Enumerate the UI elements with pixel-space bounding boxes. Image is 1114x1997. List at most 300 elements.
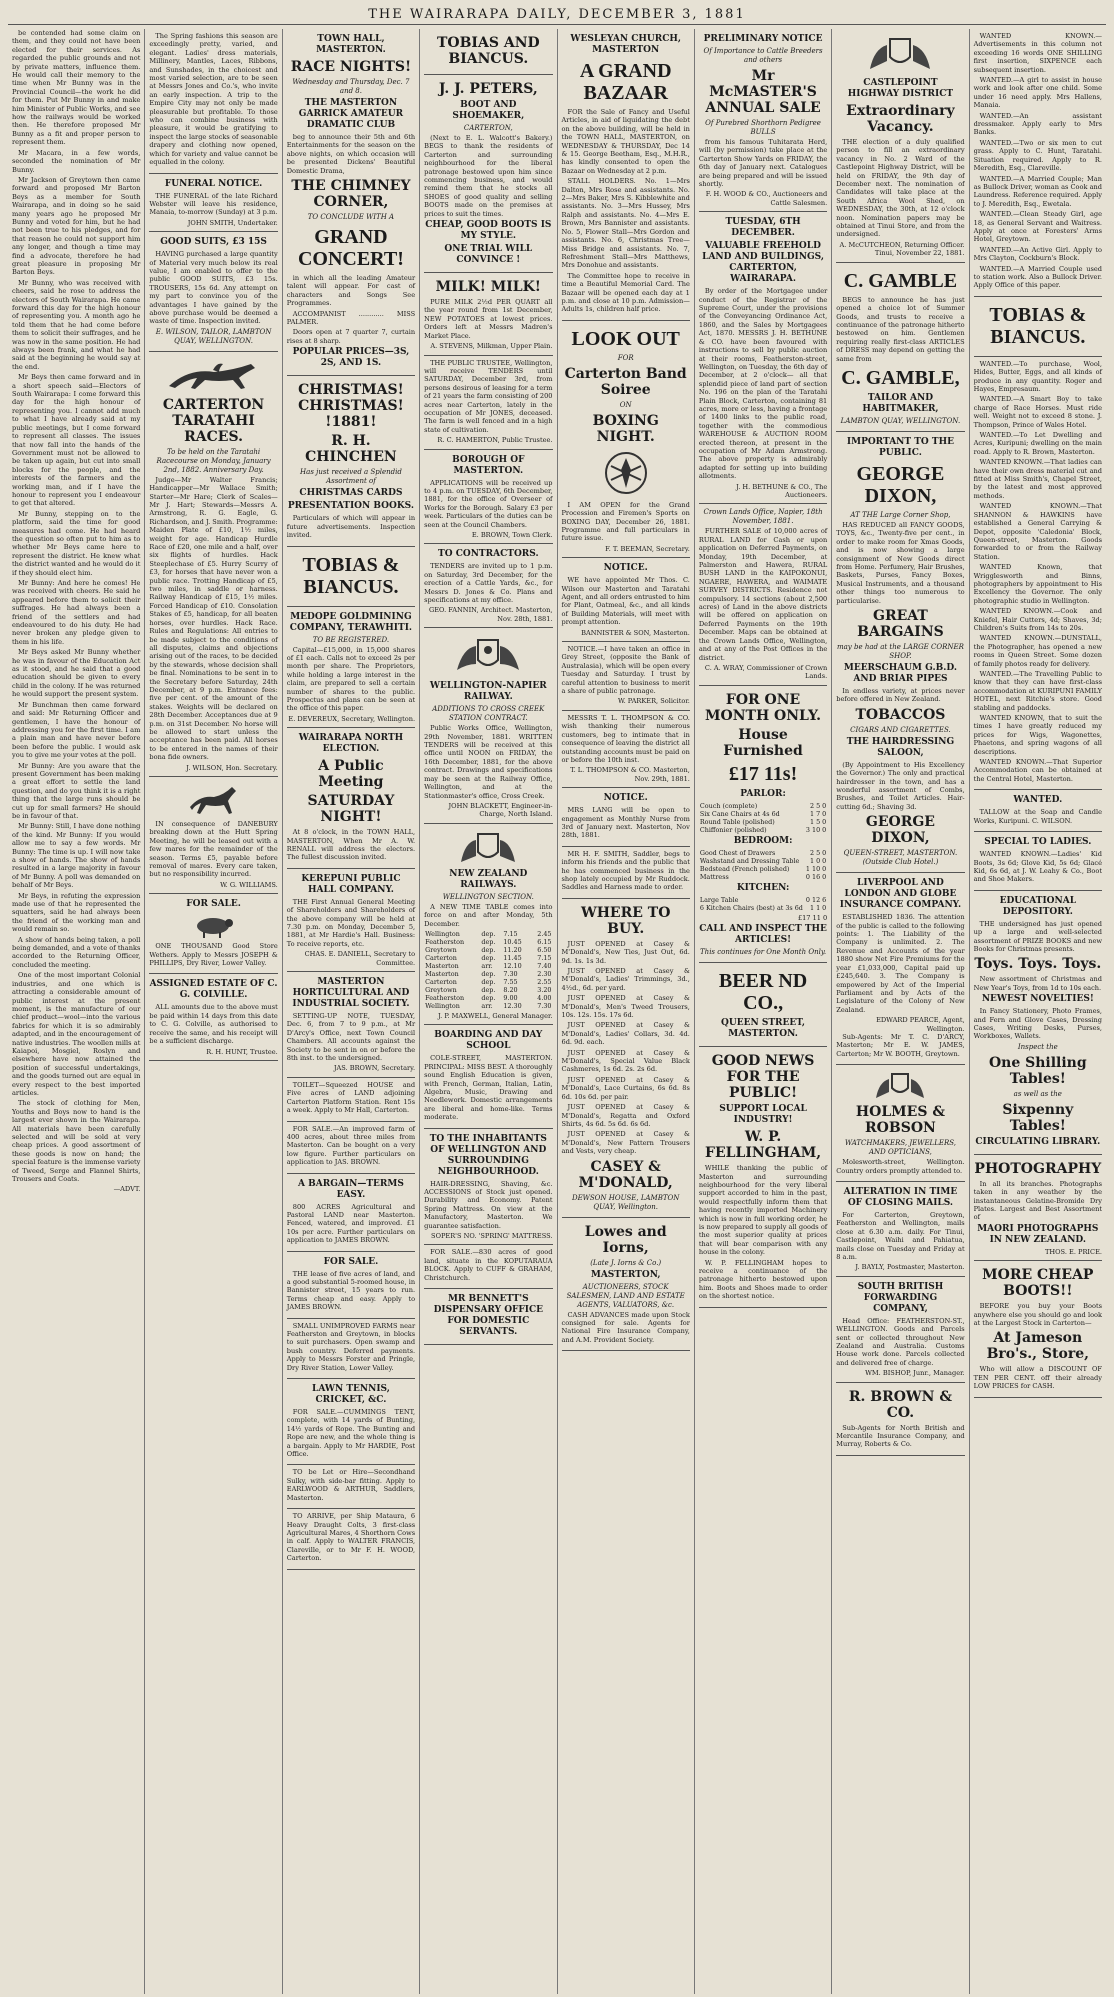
- rail-sub: ADDITIONS TO CROSS CREEK STATION CONTRACT.: [432, 705, 545, 723]
- timetable-cell: dep.: [481, 969, 496, 978]
- bazaar-title: A GRAND BAZAAR: [579, 60, 672, 104]
- timetable-cell: 7.30: [503, 969, 518, 978]
- timetable-cell: 3.20: [537, 985, 552, 994]
- contractors-ad: [424, 544, 552, 628]
- maori-title: MAORI PHOTOGRAPHS IN NEW ZEALAND.: [977, 1223, 1099, 1245]
- dispensary-title: MR BENNETT'S DISPENSARY OFFICE FOR DOMESTIC SERVANTS.: [433, 1294, 544, 1338]
- price-cell: 3 10 0: [805, 825, 827, 834]
- fellingham-ad: [699, 1047, 827, 1308]
- gamble-text: BEGS to announce he has just opened a choice lot of Summer Goods, and trusts to receive a continuance of the patronage hitherto bestowed on him. Gentlemen requiring really first-class ARTICLES of DRESS may depend on getting the same from: [836, 295, 965, 363]
- toilet-ad: [287, 1078, 415, 1122]
- concert-text: in which all the leading Amateur talent will appear. For cast of characters and Songs See Programmes.: [286, 274, 416, 308]
- forsale-text: FOR SALE.—An improved farm of 400 acres, about three miles from Masterton. Can be bought on a very low figure. Further particulars on application to JAS. BROWN.: [286, 1124, 416, 1167]
- mcmaster-title: Mr McMASTER'S ANNUAL SALE: [705, 68, 821, 116]
- christmas-cards: CHRISTMAS CARDS: [299, 488, 403, 499]
- coat-of-arms-icon: [860, 35, 940, 75]
- casey-item: JUST OPENED at Casey & M'Donald's, Regatta and Oxford Shirts, 4s 6d. 5s 6d. 6s 6d.: [561, 1103, 690, 1128]
- timetable-note: A NEW TIME TABLE comes into force on and after Monday, 5th December.: [424, 902, 553, 928]
- timetable-cell: 7.40: [537, 961, 552, 970]
- price-sig: THOS. E. PRICE.: [1045, 1247, 1102, 1256]
- boots-ad: [974, 1261, 1102, 1397]
- sheep-icon: [189, 913, 239, 939]
- column-6: [695, 29, 832, 1994]
- bargain-text: 800 ACRES Agricultural and Pastoral LAND near Masterton. Fenced, watered, and improved. £1 10s per acre. Further particulars on application to JAMES BROWN.: [286, 1202, 416, 1245]
- prices: POPULAR PRICES—3S, 2S, AND 1S.: [292, 347, 410, 369]
- article-paragraph: One of the most important Colonial industries, and one which is attracting a considerable amount of public interest at the present moment, is the manufacture of our chief product—wool—into the various fabrics for which it is so admirably adapted, and in the encouragement of native industries. The woollen mills at Kaiapoi, Mosgiel, Roslyn and elsewhere have now attained the position of successful undertakings, and the goods turned out are equal in every respect to the best imported articles.: [12, 971, 141, 1097]
- mail-text: For Carterton, Greytown, Featherston and Wellington, mails close at 6.30 a.m. daily. For Tinui, Castlepoint, Waihi and Pahiatua, mails close on Tuesday and Friday at 8 a.m.: [836, 1210, 965, 1261]
- fellingham-sig: W. P. FELLINGHAM hopes to receive a continuance of the patronage hitherto bestowed upon him. Boots and Shoes made to order on the shortest notice.: [698, 1258, 828, 1301]
- timetable-cell: dep.: [481, 929, 496, 938]
- suits-text: HAVING purchased a large quantity of Material very much below its real value, I am enabled to offer to the public GOOD SUITS, £3 15s. TROUSERS, 15s 6d. Any attempt on my part to convince you of the advantages I have gained by the above purchase would be deemed a waste of time. Inspection invited.: [149, 250, 278, 326]
- masthead: THE WAIRARAPA DAILY, DECEMBER 3, 1881: [8, 6, 1106, 25]
- one-month: FOR ONE MONTH ONLY.: [705, 691, 822, 724]
- library: CIRCULATING LIBRARY.: [975, 1136, 1101, 1147]
- gamble-trade: TAILOR AND HABITMAKER,: [862, 392, 939, 414]
- casey-addr: DEWSON HOUSE, LAMBTON QUAY, Wellington.: [571, 1193, 680, 1211]
- rail-text: Public Works Office, Wellington, 29th November, 1881. WRITTEN TENDERS will be received at this office until NOON on FRIDAY, the 16th December, 1881, for the above contract. Drawings and specifications may be seen at the Railway Office, Wellington, and at the Stationmaster's office, Cross Creek.: [424, 724, 553, 800]
- timetable-cell: dep.: [481, 993, 496, 1002]
- dispensary-ad: [424, 1289, 552, 1345]
- insurance-ad: [836, 873, 964, 1065]
- bedroom-title: BEDROOM:: [733, 835, 793, 846]
- doors: Doors open at 7 quarter 7, curtain rises at 8 sharp.: [286, 328, 416, 345]
- tobias-banner-3: TOBIAS & BIANCUS.: [989, 303, 1087, 348]
- casey-item: JUST OPENED at Casey & M'Donald's, Special Value Black Cashmeres, 1s 6d. 2s. 2s 6d.: [561, 1048, 690, 1074]
- wanted-title: WANTED.: [1013, 795, 1063, 806]
- forward-title: SOUTH BRITISH FORWARDING COMPANY,: [857, 1281, 944, 1314]
- contractors-text: TENDERS are invited up to 1 p.m. on Saturday, 3rd December, for the erection of a Cattle Yards, &c., for Messrs D. Jones & Co. Plans and specifications at my office.: [424, 562, 553, 605]
- public-meeting: A Public Meeting: [318, 758, 384, 791]
- hair-text: (By Appointment to His Excellency the Governor.) The only and practical hairdresser in the town, and has a wonderful assortment of Combs, Brushes, and Toilet Articles. Hair-cutting 6d.; Shaving 3d.: [836, 760, 965, 811]
- forward-sig: WM. BISHOP, Junr., Manager.: [865, 1369, 965, 1378]
- dixon-sub: AT THE Large Corner Shop,: [850, 510, 951, 519]
- vacancy-text: THE election of a duly qualified person to fill an extraordinary vacancy in No. 2 Ward of the Castlepoint Highway District, will be held on FRIDAY, the 9th day of December next. The nomination of Candidates will take place at the South Africa Wool Shed, on WEDNESDAY, the 30th, at 12 o'clock noon. Nomination papers may be obtained at Tinui Store, and from the undersigned.: [836, 138, 965, 239]
- inspect: Inspect the: [1017, 1042, 1058, 1051]
- column-2: [145, 29, 282, 1994]
- timetable-cell: arr.: [481, 961, 493, 970]
- casey-item: JUST OPENED at Casey & M'Donald's, Ladies' Collars, 3d. 4d. 6d. 9d. each.: [561, 1021, 690, 1047]
- total-price: £17 11 0: [797, 913, 828, 922]
- gold-sig: E. DEVEREUX, Secretary, Wellington.: [288, 714, 416, 723]
- timetable-row: [424, 930, 552, 938]
- peters-loc: CARTERTON,: [463, 124, 513, 132]
- as-well: as well as the: [1013, 1089, 1062, 1098]
- timetable-cell: dep.: [481, 977, 496, 986]
- toys-title: Toys. Toys. Toys.: [974, 956, 1102, 973]
- borough-sig: E. BROWN, Town Clerk.: [471, 531, 553, 539]
- races-sub: To be held on the Taratahi Racecourse on Monday, January 2nd, 1882. Anniversary Day.: [156, 447, 271, 474]
- insurance-sig: EDWARD PEARCE, Agent, Wellington.: [876, 1016, 965, 1033]
- nz-rail-title: NEW ZEALAND RAILWAYS.: [449, 868, 528, 890]
- notice5-text: MR H. F. SMITH, Saddler, begs to inform his friends and the public that he has commenced business in the shop lately occupied by Mr Ruddock. Saddles and Harness made to order.: [561, 849, 690, 892]
- lowes-ad: [562, 1218, 690, 1352]
- wanted-item: WANTED KNOWN, that to suit the times I have greatly reduced my prices for Wigs, Wagonettes, Phaetons, and spring wagons of all descriptions.: [973, 714, 1102, 756]
- timetable-row: [424, 962, 552, 970]
- article-paragraph: Mr Bunny, stepping on to the platform, said the time for good measures had come. He had heard the question so often put to him as to whether Mr Beys came here to represent the district. He knew what the district wanted and he would do it if they should elect him.: [12, 509, 141, 577]
- bargain-title: A BARGAIN—TERMS EASY.: [298, 1178, 404, 1200]
- timetable-row: [424, 938, 552, 946]
- toilet-text: TOILET—Squeezed HOUSE and Five acres of LAND adjoining Carterton Platform Station. Rent 15s a week. Apply to Mr Hall, Carterton.: [286, 1080, 416, 1115]
- price-cell: Washstand and Dressing Table: [699, 856, 800, 865]
- estate-notice: [149, 974, 277, 1060]
- wanted-item: WANTED Known, that Wrigglesworth and Binns, photographers by appointment to His Excellency the Governor. The only photographic studio in Wellington.: [973, 563, 1102, 605]
- timetable-row: [424, 970, 552, 978]
- accompanist: ACCOMPANIST ............ MISS PALMER.: [286, 309, 416, 327]
- wanted-item: WANTED.—A Smart Boy to take charge of Race Horses. Must ride well. Weight not to exceed 8 stone. J. Thompson, Prince of Wales Hotel.: [973, 395, 1102, 429]
- election-ad: [287, 728, 415, 869]
- price-row: [699, 849, 827, 857]
- column-1: [8, 29, 145, 1994]
- vacancy-title: Extraordinary Vacancy.: [846, 103, 955, 135]
- wanted-item: WANTED.—Two or six men to cut grass. Apply to C. Hunt, Taratahi. Situation required. Apply to R. Meredith, Esq., Clareville.: [973, 138, 1102, 173]
- boots-text: BEFORE you buy your Boots anywhere else you should go and look at the Largest Stock in Carterton—: [973, 1302, 1102, 1328]
- notice3: [562, 711, 690, 788]
- crown-title: Crown Lands Office, Napier, 18th November, 1881.: [703, 508, 823, 526]
- timetable-cell: Featherston: [425, 993, 465, 1002]
- timetable-cell: 6.50: [537, 945, 552, 954]
- notice4-text: MRS LANG will be open to engagement as Monthly Nurse from 3rd of January next. Masterton, Nov 28th, 1881.: [561, 806, 690, 840]
- article-paragraph: Mr Bunny: Still, I have done nothing of the kind. Mr Bunny: If you would allow me to say a few words. Mr Bunny: The time is up. I will now take a show of hands. The show of hands resulted in a large majority in favour of Mr Bunny. A poll was demanded on behalf of Mr Beys.: [12, 822, 141, 890]
- timetable-cell: Masterton: [425, 969, 459, 978]
- coat-of-arms-icon: [443, 634, 533, 678]
- timetable-cell: 7.55: [503, 977, 518, 986]
- casey-item: JUST OPENED at Casey & M'Donald's, Ladies' Trimmings, 3d., 4½d., 6d. per yard.: [561, 967, 690, 992]
- race-nights: RACE NIGHTS!: [290, 59, 412, 75]
- boxing-night: BOXING NIGHT.: [592, 412, 659, 445]
- school-title: BOARDING AND DAY SCHOOL: [434, 1030, 543, 1052]
- price-cell: Chiffonier (polished): [699, 825, 767, 834]
- jeweller-ad: [836, 1065, 964, 1182]
- hort-text: SETTING-UP NOTE, TUESDAY, Dec. 6, from 7 to 9 p.m., at Mr D'Arcy's Office, next Town Council Chambers. All accounts against the Society to be sent in on or before the 8th inst. to the undersigned.: [286, 1012, 416, 1063]
- peters-cheap: CHEAP, GOOD BOOTS IS MY STYLE.: [425, 220, 552, 242]
- parlour-table: [699, 802, 827, 834]
- mattress-ad: [424, 1129, 552, 1246]
- look-out: LOOK OUT: [571, 327, 680, 350]
- tobaccos: TOBACCOS: [855, 706, 946, 723]
- price-row: [699, 865, 827, 873]
- dixon-name-2: GEORGE DIXON,: [865, 814, 935, 847]
- tobias-banner: TOBIAS & BIANCUS.: [302, 553, 400, 598]
- mcmaster-ad: [699, 29, 827, 212]
- council-title: CASTLEPOINT HIGHWAY DISTRICT: [847, 78, 954, 99]
- timetable-cell: 11.45: [503, 953, 522, 962]
- notice-text: WE have appointed Mr Thos. C. Wilson our Masterton and Taratahi Agent, and all orders entrusted to him for Plant, Oatmeal, &c., and all kinds of Building Materials, will meet with prompt attention.: [561, 576, 690, 627]
- casey-item: JUST OPENED at Casey & M'Donald's, New Pattern Trousers and Vests, very cheap.: [561, 1130, 690, 1156]
- price-cell: Good Chest of Drawers: [699, 848, 776, 857]
- brown-text: Sub-Agents for North British and Mercantile Insurance Company, and Murray, Roberts & Co.: [836, 1423, 965, 1449]
- crown-lands-ad: [699, 504, 827, 685]
- timetable-cell: Greytown: [425, 985, 457, 994]
- column-3: [283, 29, 420, 1994]
- lowes-loc: MASTERTON,: [590, 1269, 661, 1280]
- tobias-ad-2: [424, 29, 552, 75]
- sale2-title: FOR SALE.: [323, 1256, 379, 1267]
- casey-name: CASEY & M'DONALD,: [578, 1158, 673, 1191]
- timetable-cell: Carterton: [425, 953, 457, 962]
- christmas-ad: [287, 376, 415, 546]
- lowes-sub: (Late J. Iorns & Co.): [590, 1258, 662, 1267]
- grand-concert: GRAND CONCERT!: [297, 226, 404, 271]
- tuesday: TUESDAY, 6TH DECEMBER.: [725, 217, 801, 239]
- timetable-cell: 6.15: [537, 937, 552, 946]
- crown-sig: C. A. WRAY, Commissioner of Crown Lands.: [704, 663, 828, 681]
- wanted-item: WANTED KNOWN.—That ladies can have their own dress material cut and fitted at Miss Smith's, Chapel Street, by the latest and most approved methods.: [973, 458, 1102, 500]
- sixpenny-tables: Sixpenny Tables!: [1002, 1101, 1074, 1134]
- mail-ad: [836, 1182, 964, 1277]
- church-title: WESLEYAN CHURCH, MASTERTON: [570, 34, 682, 55]
- notice3-sig: T. L. THOMPSON & CO. Masterton, Nov. 29th, 1881.: [570, 766, 690, 783]
- peters-trade: BOOT AND SHOEMAKER,: [452, 100, 525, 121]
- prelim-sub: Of Importance to Cattle Breeders and others: [703, 47, 823, 64]
- price-row: [699, 802, 827, 810]
- article-paragraph: Mr Beys then came forward and in a short speech said—Electors of South Wairarapa: I come forward this day for the high honour of representing you. I cannot add much to what I have already said at my public meetings, but I come forward to represent all classes. The issues that now fall into the hands of the Government must not be allowed to be taken up again, but cut into small blocks for the people, and the interests of the farmers and the working man, and if I have the honour to represent you I endeavour to get that altered.: [12, 373, 141, 508]
- timetable-row: [424, 954, 552, 962]
- brown-ad: [836, 1383, 964, 1456]
- article-paragraph: Mr Bunny, who was received with cheers, said he rose to address the electors of South Wairarapa. He came forward this day for the high honour of representing you. A month ago he told them that he had come before them to solicit their suffrages, and he was now in the same position. He had always been frank, and what he had said at the beginning he would say at the end.: [12, 278, 141, 371]
- horse-ad: [149, 777, 277, 894]
- boxing-sig: F. T. BEEMAN, Secretary.: [605, 544, 690, 553]
- timetable-cell: 2.45: [537, 929, 552, 938]
- mail-sig: J. BAYLY, Postmaster, Masterton.: [855, 1263, 965, 1272]
- notice3-text: MESSRS T. L. THOMPSON & CO. wish thanking their numerous customers, beg to intimate that in consequence of leaving the district all outstanding accounts must be paid on or before the 10th inst.: [561, 713, 690, 764]
- educational-title: EDUCATIONAL DEPOSITORY.: [999, 895, 1077, 917]
- beer-title: BEER ND CO.,: [718, 970, 808, 1015]
- wanted-intro: WANTED KNOWN.—Advertisements in this column not exceeding 16 words ONE SHILLING first insertion, SIXPENCE each subsequent insertion.: [973, 32, 1102, 74]
- kerepuni-sig: CHAS. E. DANIELL, Secretary to Committee.: [304, 950, 416, 967]
- horse-icon: [184, 783, 244, 817]
- article-paragraph: be contended had some claim on them, and they could not have been elected for their services. As regarded the public grounds and not by private matters, influence them. He would call their memory to the time when Mr Bunny was in the Provincial Council—the work he did for them. Put Mr Bunny in and make him Minister of Public Works, and see how the railways would be worked then. He therefore proposed Mr Bunny as a fit and proper person to represent them.: [12, 29, 141, 147]
- fellingham-text: WHILE thanking the public of Masterton and surrounding neighbourhood for the very liberal support accorded to him in the past, would respectfully inform them that having recently imported Machinery which is now in full working order, he is now prepared to supply all goods of the most superior quality at prices that will bear comparison with any house in the colony.: [698, 1164, 828, 1257]
- support-local: SUPPORT LOCAL INDUSTRY!: [719, 1104, 807, 1126]
- price-cell: 1 0 0: [809, 856, 827, 865]
- casey-item: JUST OPENED at Casey & M'Donald's, Lace Curtains, 6s 6d. 8s 6d. 10s 6d. per pair.: [561, 1075, 690, 1101]
- notice-sig: BANNISTER & SON, Masterton.: [581, 628, 690, 637]
- call-inspect: CALL AND INSPECT THE ARTICLES!: [699, 924, 827, 946]
- meeting-text: At 8 o'clock, in the TOWN HALL, MASTERTON, When Mr A. W. RENALL will address the electors. The fullest discussion invited.: [286, 828, 416, 862]
- timetable-cell: 11.20: [503, 945, 522, 954]
- special-text: WANTED KNOWN.—Ladies' Kid Boots, 3s 6d; Glove Kid, 5s 6d; Glacé Kid, 6s 6d, at J. W. Leahy & Co., Boot and Shoe Makers.: [973, 850, 1102, 884]
- boxing-text: I AM OPEN for the Grand Procession and Firemen's Sports on BOXING DAY, December 26, 1881. Programme and full particulars in future issue.: [561, 500, 690, 543]
- jeweller-sub: WATCHMAKERS, JEWELLERS, AND OPTICIANS,: [844, 1139, 957, 1157]
- bedroom-table: [699, 849, 827, 881]
- funeral-title: FUNERAL NOTICE.: [164, 178, 263, 189]
- sale4-text: FOR SALE.—CUMMINGS TENT, complete, with 14 yards of Bunting, 14½ yards of Rope. The Bunting and Rope are new, and the whole thing is a bargain. Apply to Mr HARDIE, Post Office.: [286, 1408, 416, 1459]
- public-trust-sig: R. C. HAMERTON, Public Trustee.: [437, 436, 553, 445]
- timetable-cell: 4.00: [537, 993, 552, 1002]
- section-title: WELLINGTON SECTION.: [442, 892, 534, 901]
- horse-text: IN consequence of DANEBURY breaking down at the Hutt Spring Meeting, he will be leased out with a few mares for the remainder of the season. Terms £5, payable before removal of mares. Every care taken, but no responsibility incurred.: [149, 820, 278, 879]
- timetable-cell: 8.20: [503, 985, 518, 994]
- bazaar-ad: [562, 29, 690, 321]
- timetable-row: [424, 986, 552, 994]
- wanted-item: WANTED KNOWN.—DUNSTALL, the Photographer, has opened a new rooms in Queen Street. Some dozen of family photos ready for delivery.: [973, 634, 1102, 668]
- borough-ad: [424, 450, 552, 545]
- tallow-text: TALLOW at the Soap and Candle Works, Kuripuni. C. WILSON.: [973, 808, 1102, 825]
- notice2: [562, 642, 690, 711]
- vacancy-sig: A. McCUTCHEON, Returning Officer. Tinui, November 22, 1881.: [839, 240, 965, 258]
- special-ad: [974, 832, 1102, 891]
- forsale-ad: [287, 1122, 415, 1174]
- wanted-item: WANTED.—Clean Steady Girl, age 18, as General Servant and Waitress. Apply at once at Foresters' Arms Hotel, Greytown.: [973, 210, 1102, 244]
- bargain-ad: [287, 1174, 415, 1252]
- valuable-text: By order of the Mortgagee under conduct of the Registrar of the Supreme Court, under the provisions of the Conveyancing Ordinance Act, 1860, and the Sales by Mortgagees Act, 1870. MESSRS J. H. BETHUNE & CO. have been favoured with instructions to sell by public auction at their rooms, Featherston-street, Wellington, on Tuesday, the 6th day of December, at 2 o'clock— all that splendid piece of land part of section No. 196 on the plan of the Taratahi Plain Block, Carterton, containing 81 acres, more or less, having a frontage of 1400 links to the public road, together with the commodious WAREHOUSE & AUCTION ROOM erected thereon, at present in the occupation of Mr Adam Armstrong. The above property is admirably adapted for setting up into building allotments.: [698, 287, 828, 481]
- sale5-ad: [287, 1465, 415, 1509]
- special-title: SPECIAL TO LADIES.: [984, 837, 1092, 848]
- school-text: COLE-STREET, MASTERTON. PRINCIPAL: MISS BEST. A thoroughly sound English Education is given, with French, German, Italian, Latin, Algebra, Music, Drawing and Needlework. Domestic arrangements are liberal and home-like. Terms moderate.: [424, 1054, 553, 1122]
- shilling-tables: One Shilling Tables!: [988, 1054, 1087, 1087]
- dixon-loc: QUEEN-STREET, MASTERTON. (Outside Club Hotel.): [843, 849, 958, 867]
- price-cell: 1 10 0: [805, 864, 827, 873]
- mcmaster-text: from his famous Tuhitarata Herd, will (by permission) take place at the Carterton Show Yards on FRIDAY, the 6th day of January next. Catalogues are being prepared and will be issued shortly.: [698, 138, 828, 189]
- milk-text: PURE MILK 2½d PER QUART all the year round from 1st December, NEW POTATOES at lowest prices. Orders left at Messrs Madren's Market Place.: [424, 298, 553, 340]
- sheep-title: FOR SALE.: [186, 899, 241, 910]
- educational-ad: [974, 891, 1102, 1155]
- estate-text: ALL amounts due to the above must be paid within 14 days from this date to C. G. Colville, as authorised to receive the same, and his receipt will be a sufficient discharge.: [149, 1003, 278, 1046]
- price-cell: 6 Kitchen Chairs (best) at 3s 6d: [699, 903, 803, 912]
- town-hall: TOWN HALL, MASTERTON.: [316, 34, 386, 55]
- furnished-ad: [699, 686, 827, 963]
- gamble-title-2: C. GAMBLE,: [841, 366, 960, 389]
- timetable-cell: 7.15: [537, 953, 552, 962]
- column-4: [420, 29, 557, 1994]
- timetable-row: [424, 994, 552, 1002]
- pipes-title: MEERSCHAUM G.B.D. AND BRIAR PIPES: [843, 663, 957, 684]
- price-row: [699, 818, 827, 826]
- novelties-title: NEWEST NOVELTIES!: [981, 994, 1094, 1005]
- gamble-loc: LAMBTON QUAY, WELLINGTON.: [840, 416, 961, 425]
- price-cell: 2 5 0: [809, 801, 827, 810]
- sale3-text: SMALL UNIMPROVED FARMS near Featherston and Greytown, in blocks to suit purchasers. Open swamp and bush country. Deferred payments. Apply to Messrs Forster and Pringle, Dry River Station, Lower Valley.: [286, 1321, 416, 1372]
- wanted-item: WANTED KNOWN.—That Superior Accommodation can be obtained at the Central Hotel, Masterton.: [973, 758, 1102, 783]
- wanted-item: WANTED.—An Active Girl. Apply to Mrs Clayton, Cockburn's Block.: [973, 245, 1102, 263]
- continues: This continues for One Month Only.: [700, 948, 827, 957]
- timetable: [424, 930, 552, 1010]
- school-ad: [424, 1025, 552, 1128]
- timetable-cell: 2.55: [537, 977, 552, 986]
- article-sig: —ADVT.: [113, 1185, 141, 1194]
- photography-title: PHOTOGRAPHY: [974, 1160, 1102, 1177]
- sheep-ad: [149, 894, 277, 974]
- price-row: [699, 873, 827, 881]
- timetable-cell: dep.: [481, 945, 496, 954]
- peters-text: (Next to E. L. Walcott's Bakery.) BEGS to thank the residents of Carterton and surrounding neighbourhood for the liberal patronage bestowed upon him since commencing business, and would remind them that he stocks all SHOES of good quality and selling BOOTS made on the premises at prices to suit the times.: [424, 134, 553, 218]
- sheep-text: ONE THOUSAND Good Store Wethers. Apply to Messrs JOSEPH & PHILLIPS, Dry River, Lower Valley.: [149, 942, 278, 968]
- dixon-name: GEORGE DIXON,: [856, 462, 945, 507]
- mcmaster-sig: F. H. WOOD & CO., Auctioneers and Cattle Salesmen.: [705, 190, 828, 207]
- price-row: [699, 810, 827, 818]
- hair-title: THE HAIRDRESSING SALOON,: [846, 736, 955, 758]
- notice4-title: NOTICE.: [603, 793, 648, 804]
- wanted-item: WANTED.—An assistant dressmaker. Apply early to Mrs Banks.: [973, 111, 1102, 137]
- races-ad: [149, 352, 277, 777]
- where-to-buy: [562, 899, 690, 1218]
- fellingham-name: W. P. FELLINGHAM,: [705, 1129, 822, 1162]
- toys-text: New assortment of Christmas and New Year's Toys, from 1d to 10s each.: [973, 975, 1102, 992]
- timetable-cell: 9.00: [503, 993, 518, 1002]
- gold-text: Capital—£15,000, in 15,000 shares of £1 each. Calls not to exceed 2s per month per share. The Proprietors, while holding a large interest in the claim, are prepared to sell a certain number of shares to the public. Prospectus and plans can be seen at the office of this paper.: [286, 645, 416, 713]
- rail-sig: JOHN BLACKETT, Engineer-in-Charge, North Island.: [448, 801, 553, 819]
- peters-name: J. J. PETERS,: [438, 81, 538, 97]
- educational-text: THE undersigned has just opened up a large and well-selected assortment of PRIZE BOOKS and new Books for Christmas presents.: [973, 919, 1102, 953]
- troupe: THE MASTERTON GARRICK AMATEUR DRAMATIC CLUB: [298, 98, 404, 130]
- wanted-item: WANTED.—A Married Couple used to station work. Also a Bullock Driver. Apply Office of this paper.: [973, 264, 1102, 290]
- hort-title: MASTERTON HORTICULTURAL AND INDUSTRIAL SOCIETY.: [292, 977, 410, 1010]
- sale3-ad: [287, 1319, 415, 1379]
- fashion-notice: [149, 29, 277, 174]
- wanted-item: WANTED.—To Let Dwelling and Acres, Kuripuni; dwelling on the main road. Apply to R. Brown, Masterton.: [973, 431, 1102, 456]
- kitchen-table: [699, 896, 827, 912]
- column-7: [832, 29, 969, 1994]
- arrive-text: TO ARRIVE, per Ship Mataura, 6 Heavy Draught Colts, 3 first-class Agricultural Mares, 4 Shorthorn Cows in calf. Apply to WALTER FRANCIS, Clareville, or to Mr F. H. WOOD, Carterton.: [286, 1512, 416, 1563]
- horticultural-ad: [287, 972, 415, 1078]
- timetable-row: [424, 946, 552, 954]
- prelim-title: PRELIMINARY NOTICE: [703, 34, 823, 44]
- price-row: [699, 904, 827, 912]
- timetable-cell: 12.30: [503, 1001, 522, 1010]
- wanted-item: WANTED KNOWN.—Cook and Kniefel, Hair Cutters, 4d; Shaves, 3d; Children's Suits from 14s to 20s.: [973, 607, 1102, 632]
- timetable-row: [424, 978, 552, 986]
- lowes-text: CASH ADVANCES made upon Stock consigned for sale. Agents for National Fire Insurance Company, and A.M. Provident Society.: [561, 1310, 690, 1344]
- casey-item: JUST OPENED at Casey & M'Donald's, New Ties, Just Out, 6d. 9d. 1s. 1s 3d.: [561, 939, 690, 965]
- chinchen-text: Has just received a Splendid Assortment of: [300, 468, 402, 486]
- horse-sig: W. G. WILLIAMS.: [220, 880, 278, 889]
- timetable-cell: Featherston: [425, 937, 465, 946]
- soiree-ad: [562, 321, 690, 558]
- wanted-item: WANTED KNOWN.—That SHANNON & HAWKINS have established a General Carrying & Depot, opposite 'Caledonia' Block, Queen-street, Masterton. Goods forwarded to or from the Railway Station.: [973, 502, 1102, 561]
- freehold-ad: [699, 212, 827, 504]
- wanted-item: WANTED.—A girl to assist in house work and look after one child. Some under 16 need apply. Mrs Hallens, Manaia.: [973, 76, 1102, 110]
- railway-ad: [424, 628, 552, 823]
- jeweller-text: Molesworth-street, Wellington. Country orders promptly attended to.: [836, 1158, 965, 1175]
- borough-text: APPLICATIONS will be received up to 4 p.m. on TUESDAY, 6th December, 1881, for the office of Overseer of Works for the Borough. Salary £3 per week. Particulars of the duties can be seen at the Council Chambers.: [424, 478, 553, 529]
- gamble-ad: [836, 263, 964, 432]
- photo-text: In all its branches. Photographs taken in any weather by the instantaneous Gelatine-Bromide Dry Plates. Largest and Best Assortment of: [973, 1179, 1102, 1222]
- timetable-cell: 7.30: [537, 1001, 552, 1010]
- funeral-text: THE FUNERAL of the late Richard Webster will leave his residence, Manaia, to-morrow (Sunday) at 3 p.m.: [149, 191, 278, 217]
- lowes-trade: AUCTIONEERS, STOCK SALESMEN, LAND AND ESTATE AGENTS, VALUATORS, &c.: [566, 1282, 685, 1309]
- rail-title: WELLINGTON-NAPIER RAILWAY.: [429, 681, 547, 703]
- column-8: [970, 29, 1106, 1994]
- gold-sub: TO BE REGISTERED.: [312, 635, 390, 644]
- timetable-cell: 7.15: [503, 929, 518, 938]
- royal-arms-icon: [870, 1071, 930, 1101]
- one-trial: ONE TRIAL WILL CONVINCE !: [444, 244, 533, 266]
- price-cell: 2 5 0: [809, 848, 827, 857]
- article-paragraph: Mr Bunchman then came forward and said: Mr Returning Officer and gentlemen, I have the honour of addressing you for the first time. I am a plain man and have never before been before the public. I would ask you to give me your votes at the poll.: [12, 700, 141, 760]
- gold-ad: [287, 607, 415, 729]
- tobias-ad-3: [974, 297, 1102, 357]
- to-conclude: TO CONCLUDE WITH A: [307, 213, 395, 222]
- jameson-text: Who will allow a DISCOUNT OF TEN PER CENT. off their already LOW PRICES for CASH.: [973, 1365, 1102, 1391]
- article-paragraph: Mr Bunny: Are you aware that the present Government has been making a great effort to settle the land question, and do you think it is a right thing that the large runs should be cut up for small farmers? He should be in favour of that.: [12, 761, 141, 820]
- where-title: WHERE TO BUY.: [580, 904, 671, 937]
- estate-sig: R. H. HUNT, Trustee.: [206, 1047, 278, 1056]
- bazaar-text: FOR the Sale of Fancy and Useful Articles, in aid of liquidating the debt on the above building, will be held in the TOWN HALL, MASTERTON, on WEDNESDAY & THURSDAY, Dec 14 & 15. George Beetham, Esq., M.H.R., has kindly consented to open the Bazaar on Wednesday at 2 p.m.: [561, 108, 690, 175]
- forwarding-ad: [836, 1277, 964, 1383]
- timetable-cell: Wellington: [425, 1001, 460, 1010]
- races-title: CARTERTON TARATAHI RACES.: [162, 396, 265, 445]
- funeral-notice: [149, 174, 277, 233]
- milk-title: MILK! MILK!: [435, 279, 541, 296]
- price-row: [699, 857, 827, 865]
- article-paragraph: Mr Bunny: And here he comes! He was received with cheers. He said he appeared before them to solicit their suffrages. He had always been a friend of the settlers and had endeavoured to do his duty. He had never broken any pledge given to them in his life.: [12, 579, 141, 646]
- timetable-sig: J. P. MAXWELL, General Manager.: [438, 1011, 553, 1020]
- hort-sig: JAS. BROWN, Secretary.: [333, 1064, 416, 1073]
- brown-title: R. BROWN & CO.: [848, 1388, 952, 1421]
- farmers-text: HAIR-DRESSING, Shaving, &c. ACCESSIONS of Stock just opened. Durability and Economy. Patent Spring Mattress. On view at the Manufactory, Masterton. We guarantee satisfaction.: [424, 1179, 553, 1230]
- insurance-text: ESTABLISHED 1836. The attention of the public is called to the following points: 1. The Liability of the Company is unlimited. 2. The Revenue and Accounts of the year 1880 show Net Fire Premiums for the year £1,033,000, Capital paid up £245,640. 3. The Company is empowered by Act of the Imperial Parliament and by Acts of the Legislature of the Colony of New Zealand.: [836, 913, 965, 1014]
- beer-ad: [699, 963, 827, 1047]
